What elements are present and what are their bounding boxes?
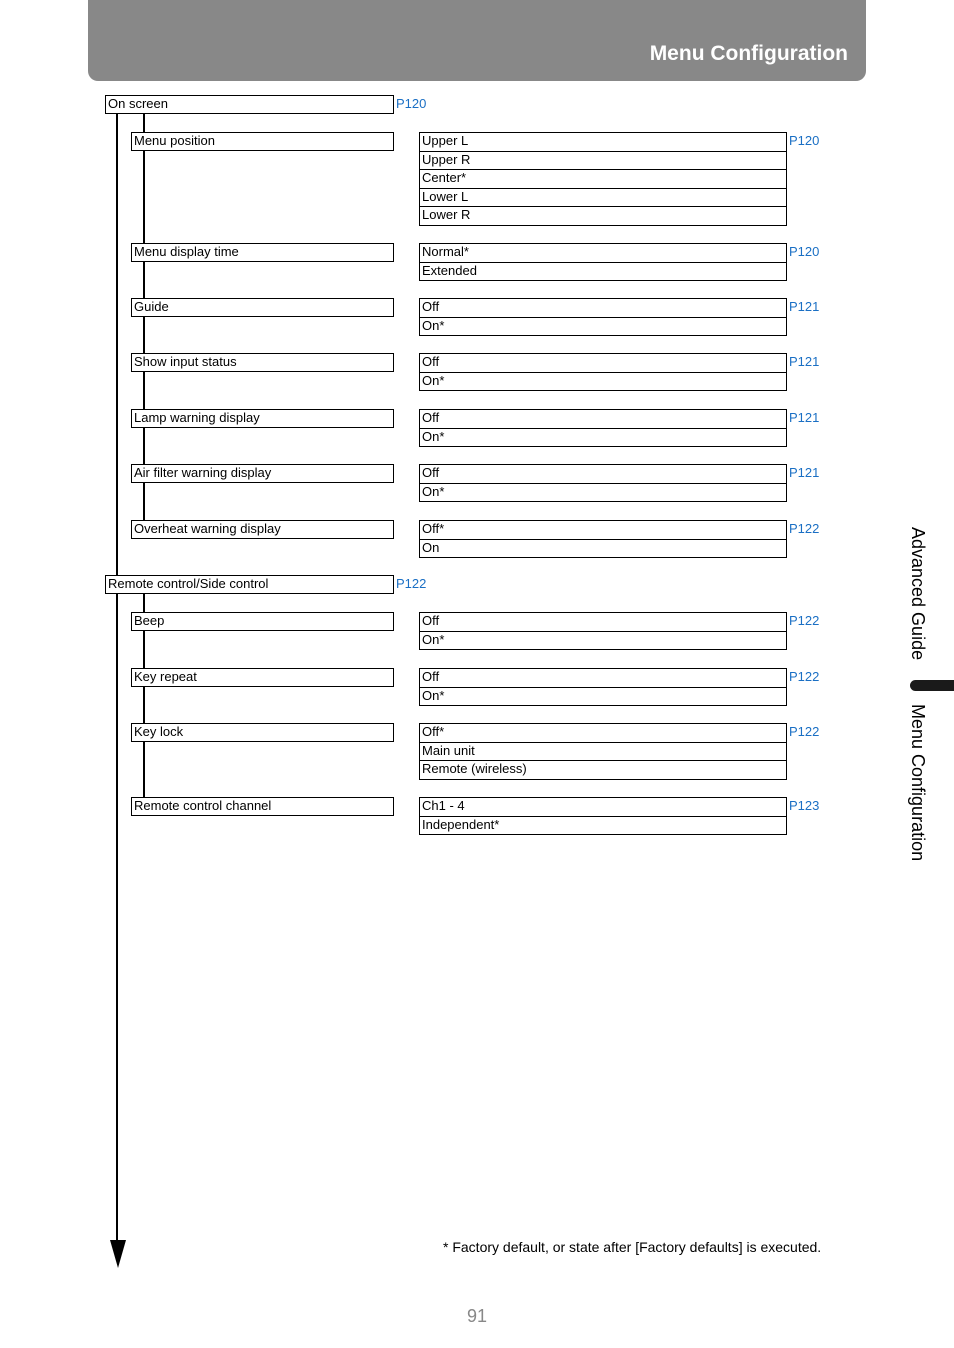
menu-option[interactable]: Off* (419, 723, 787, 743)
menu-option[interactable]: On* (419, 317, 787, 337)
main-trunk-line (116, 114, 118, 1244)
menu-option[interactable]: Main unit (419, 742, 787, 762)
menu-option[interactable]: Off (419, 612, 787, 632)
menu-option[interactable]: Off (419, 353, 787, 373)
item-page-ref[interactable]: P122 (789, 521, 820, 536)
menu-option[interactable]: On* (419, 631, 787, 651)
side-tab-section-label[interactable]: Advanced Guide (908, 527, 928, 661)
menu-item[interactable]: Lamp warning display (131, 409, 394, 428)
menu-option[interactable]: Independent* (419, 816, 787, 836)
menu-item[interactable]: Remote control channel (131, 797, 394, 816)
item-page-ref[interactable]: P122 (789, 724, 820, 739)
menu-item[interactable]: Menu display time (131, 243, 394, 262)
menu-option[interactable]: On* (419, 428, 787, 448)
menu-item[interactable]: Key repeat (131, 668, 394, 687)
section-page-ref[interactable]: P122 (396, 576, 427, 591)
menu-option[interactable]: Upper L (419, 132, 787, 152)
side-tab-marker (910, 680, 954, 691)
item-page-ref[interactable]: P122 (789, 613, 820, 628)
menu-option[interactable]: Center* (419, 169, 787, 189)
menu-section-1[interactable]: On screen (105, 95, 394, 114)
menu-section-2[interactable]: Remote control/Side control (105, 575, 394, 594)
item-page-ref[interactable]: P123 (789, 798, 820, 813)
menu-item[interactable]: Key lock (131, 723, 394, 742)
menu-item[interactable]: Air filter warning display (131, 464, 394, 483)
menu-option[interactable]: Off (419, 409, 787, 429)
menu-option[interactable]: On* (419, 483, 787, 503)
page-title: Menu Configuration (649, 42, 848, 65)
menu-option[interactable]: Extended (419, 262, 787, 282)
item-page-ref[interactable]: P121 (789, 410, 820, 425)
item-page-ref[interactable]: P121 (789, 354, 820, 369)
section-page-ref[interactable]: P120 (396, 96, 427, 111)
menu-item[interactable]: Guide (131, 298, 394, 317)
section-branch-line (143, 114, 145, 520)
menu-option[interactable]: Ch1 - 4 (419, 797, 787, 817)
menu-option[interactable]: Off (419, 464, 787, 484)
side-tab-chapter-label[interactable]: Menu Configuration (908, 704, 928, 862)
item-page-ref[interactable]: P121 (789, 465, 820, 480)
menu-option[interactable]: Upper R (419, 151, 787, 171)
flow-arrow-icon (109, 1240, 127, 1270)
menu-item[interactable]: Overheat warning display (131, 520, 394, 539)
menu-option[interactable]: Lower R (419, 206, 787, 226)
menu-option[interactable]: On* (419, 687, 787, 707)
menu-option[interactable]: Off (419, 668, 787, 688)
footnote: * Factory default, or state after [Factory defaults] is executed. (443, 1239, 822, 1255)
menu-item[interactable]: Beep (131, 612, 394, 631)
menu-option[interactable]: Remote (wireless) (419, 760, 787, 780)
menu-option[interactable]: On (419, 539, 787, 559)
item-page-ref[interactable]: P120 (789, 244, 820, 259)
menu-item[interactable]: Show input status (131, 353, 394, 372)
menu-option[interactable]: Normal* (419, 243, 787, 263)
item-page-ref[interactable]: P121 (789, 299, 820, 314)
menu-item[interactable]: Menu position (131, 132, 394, 151)
item-page-ref[interactable]: P120 (789, 133, 820, 148)
menu-option[interactable]: Off (419, 298, 787, 318)
menu-option[interactable]: Lower L (419, 188, 787, 208)
page-number: 91 (466, 1306, 488, 1326)
item-page-ref[interactable]: P122 (789, 669, 820, 684)
menu-option[interactable]: On* (419, 372, 787, 392)
menu-option[interactable]: Off* (419, 520, 787, 540)
